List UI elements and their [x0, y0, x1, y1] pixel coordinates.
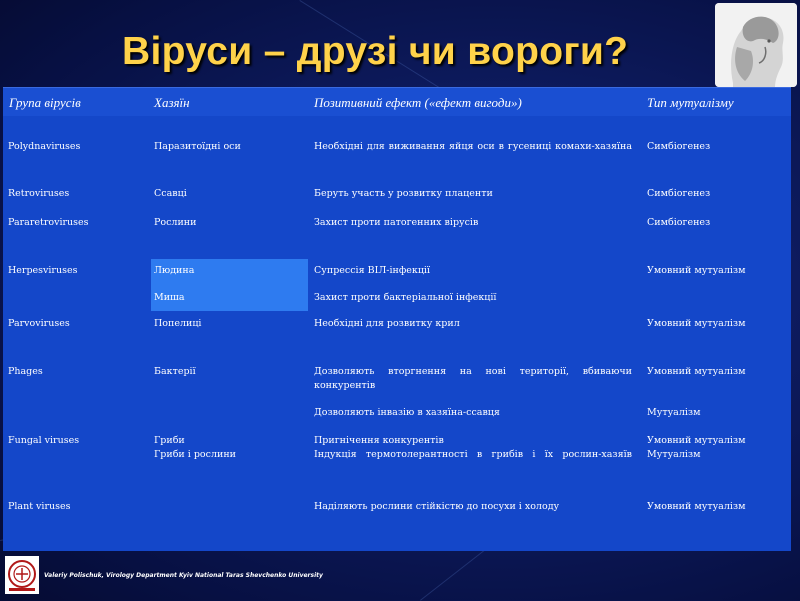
cell-effect: Необхідні для виживання яйця оси в гусениці комахи-хазяїна — [314, 141, 632, 152]
cell-group: Herpesviruses — [8, 265, 78, 276]
cell-group: Retroviruses — [8, 188, 70, 199]
cell-effect: Індукція термотолерантності в грибів і їх рослин-хазяїв — [314, 449, 632, 460]
header-group: Група вірусів — [9, 95, 81, 110]
cell-effect: Беруть участь у розвитку плаценти — [314, 188, 493, 199]
cell-group: Plant viruses — [8, 501, 71, 512]
cell-type: Умовний мутуалізм — [647, 366, 746, 377]
header-host: Хазяїн — [154, 95, 190, 110]
cell-host: Паразитоїдні оси — [154, 141, 241, 152]
cell-type: Симбіогенез — [647, 188, 711, 199]
cell-type: Умовний мутуалізм — [647, 435, 746, 446]
footer-credit: Valeriy Polischuk, Virology Department Kyiv National Taras Shevchenko University — [44, 572, 323, 579]
cell-group: Polydnaviruses — [8, 141, 81, 152]
cell-group: Phages — [8, 366, 43, 377]
cell-host: Бактерії — [154, 366, 196, 377]
cell-host: Рослини — [154, 217, 197, 228]
cell-host: Гриби — [154, 435, 185, 446]
cell-type: Симбіогенез — [647, 141, 711, 152]
cell-type: Умовний мутуалізм — [647, 265, 746, 276]
cell-effect: Захист проти бактеріальної інфекції — [314, 292, 497, 303]
header-effect: Позитивний ефект («ефект вигоди») — [314, 95, 522, 110]
virus-table — [3, 87, 791, 551]
cell-group: Fungal viruses — [8, 435, 80, 446]
portrait-bust-image — [715, 3, 797, 87]
cell-type: Мутуалізм — [647, 407, 701, 418]
cell-host: Миша — [154, 292, 185, 303]
cell-host: Гриби і рослини — [154, 449, 236, 460]
slide-title: Віруси – друзі чи вороги? — [122, 30, 629, 73]
cell-effect: Захист проти патогенних вірусів — [314, 217, 479, 228]
cell-type: Симбіогенез — [647, 217, 711, 228]
cell-host: Людина — [154, 265, 195, 276]
cell-host: Попелиці — [154, 318, 202, 329]
cell-group: Parvoviruses — [8, 318, 70, 329]
cell-group: Pararetroviruses — [8, 217, 89, 228]
cell-type: Мутуалізм — [647, 449, 701, 460]
cell-effect: Необхідні для розвитку крил — [314, 318, 460, 329]
cell-host: Ссавці — [154, 188, 187, 199]
cell-effect: Наділяють рослини стійкістю до посухи і холоду — [314, 501, 560, 512]
cell-effect: Дозволяють інвазію в хазяїна-ссавця — [314, 407, 500, 418]
cell-type: Умовний мутуалізм — [647, 501, 746, 512]
cell-type: Умовний мутуалізм — [647, 318, 746, 329]
university-logo-icon — [5, 556, 39, 594]
cell-effect: Супрессія ВІЛ-інфекції — [314, 265, 431, 276]
cell-effect: Дозволяють вторгнення на нові території, вбиваючи конкурентів — [314, 366, 632, 391]
cell-effect: Пригнічення конкурентів — [314, 435, 444, 446]
header-type: Тип мутуалізму — [647, 95, 734, 110]
